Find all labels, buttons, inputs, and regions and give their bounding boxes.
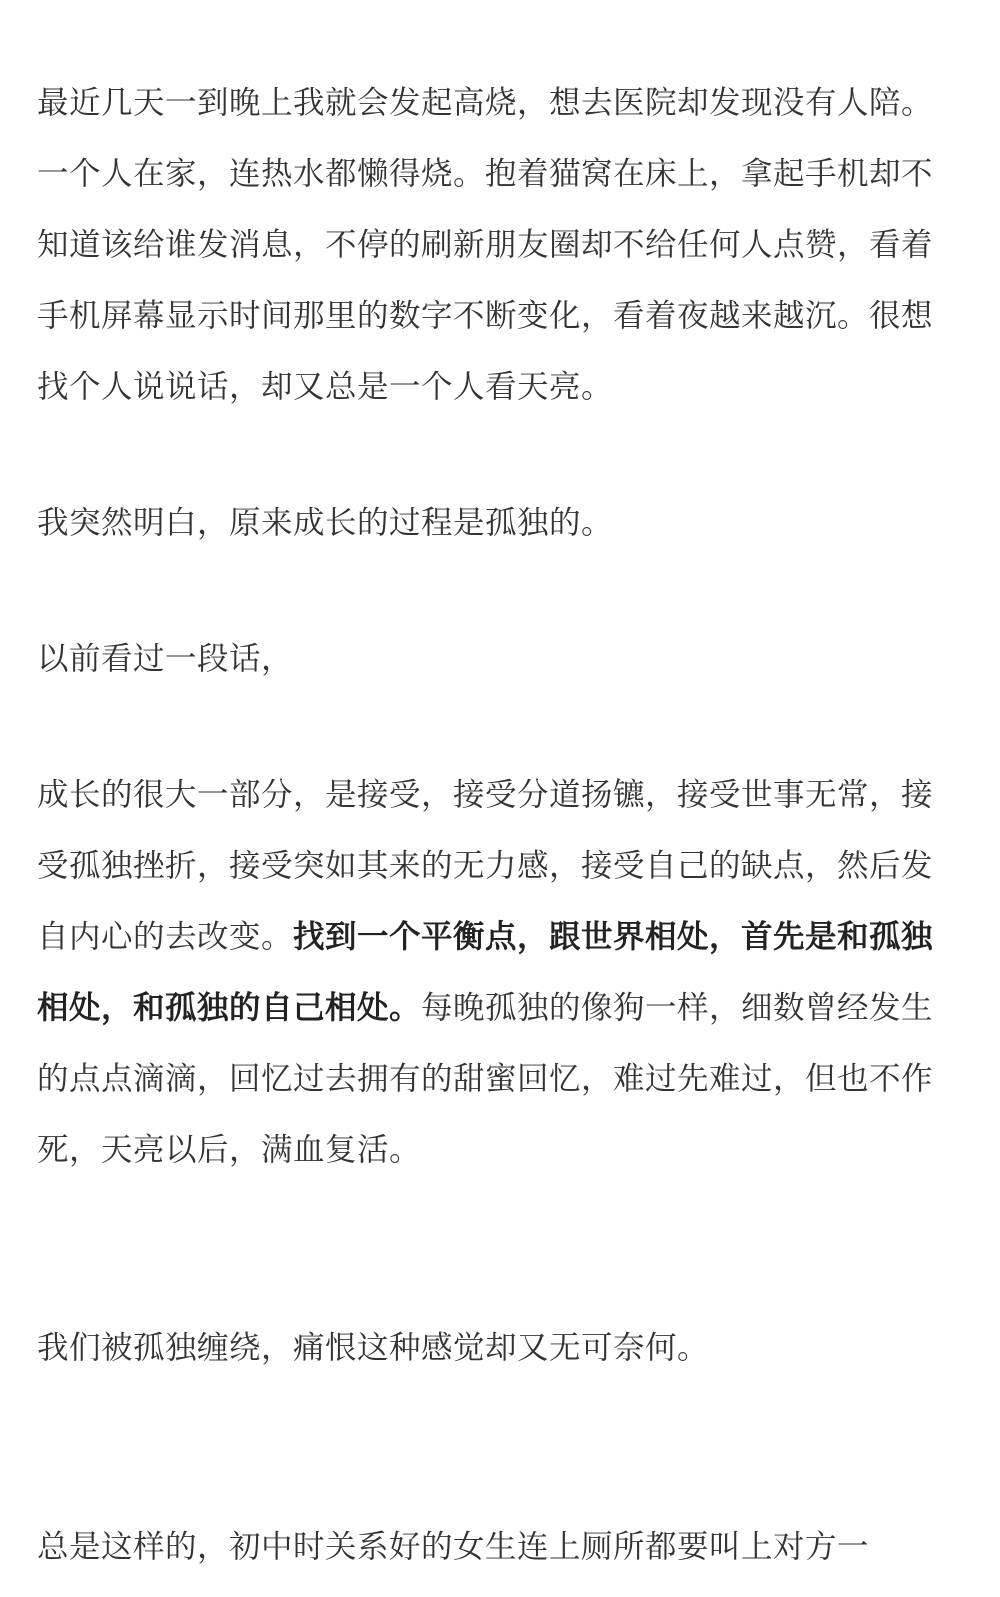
paragraph-entangled: 我们被孤独缠绕，痛恨这种感觉却又无可奈何。 bbox=[37, 1330, 710, 1366]
paragraph-growth-lonely: 我突然明白，原来成长的过程是孤独的。 bbox=[37, 505, 614, 541]
paragraph-acceptance-bold: 找到一个平衡点，跟世界相处，首先是和孤独相处，和孤独的自己相处。 bbox=[37, 919, 934, 1026]
paragraph-acceptance-text-2: 每晚孤独的像狗一样，细数曾经发生的点点滴滴，回忆过去拥有的甜蜜回忆，难过先难过，但也不作死，天亮以后，满血复活。 bbox=[37, 990, 934, 1168]
paragraph-fever-night: 最近几天一到晚上我就会发起高烧，想去医院却发现没有人陪。一个人在家，连热水都懒得烧。抱着猫窝在床上，拿起手机却不知道该给谁发消息，不停的刷新朋友圈却不给任何人点赞，看着手机屏幕显示时间那里的数字不断变化，看着夜越来越沉。很想找个人说说话，却又总是一个人看天亮。 bbox=[37, 85, 934, 405]
paragraph-acceptance-text-1: 成长的很大一部分，是接受，接受分道扬镳，接受世事无常，接受孤独挫折，接受突如其来的无力感，接受自己的缺点，然后发自内心的去改变。 bbox=[37, 777, 934, 955]
paragraph-acceptance bbox=[37, 760, 937, 1186]
paragraph-quote-intro: 以前看过一段话， bbox=[37, 641, 294, 677]
paragraph-always-like-this: 总是这样的，初中时关系好的女生连上厕所都要叫上对方一 bbox=[37, 1529, 870, 1565]
